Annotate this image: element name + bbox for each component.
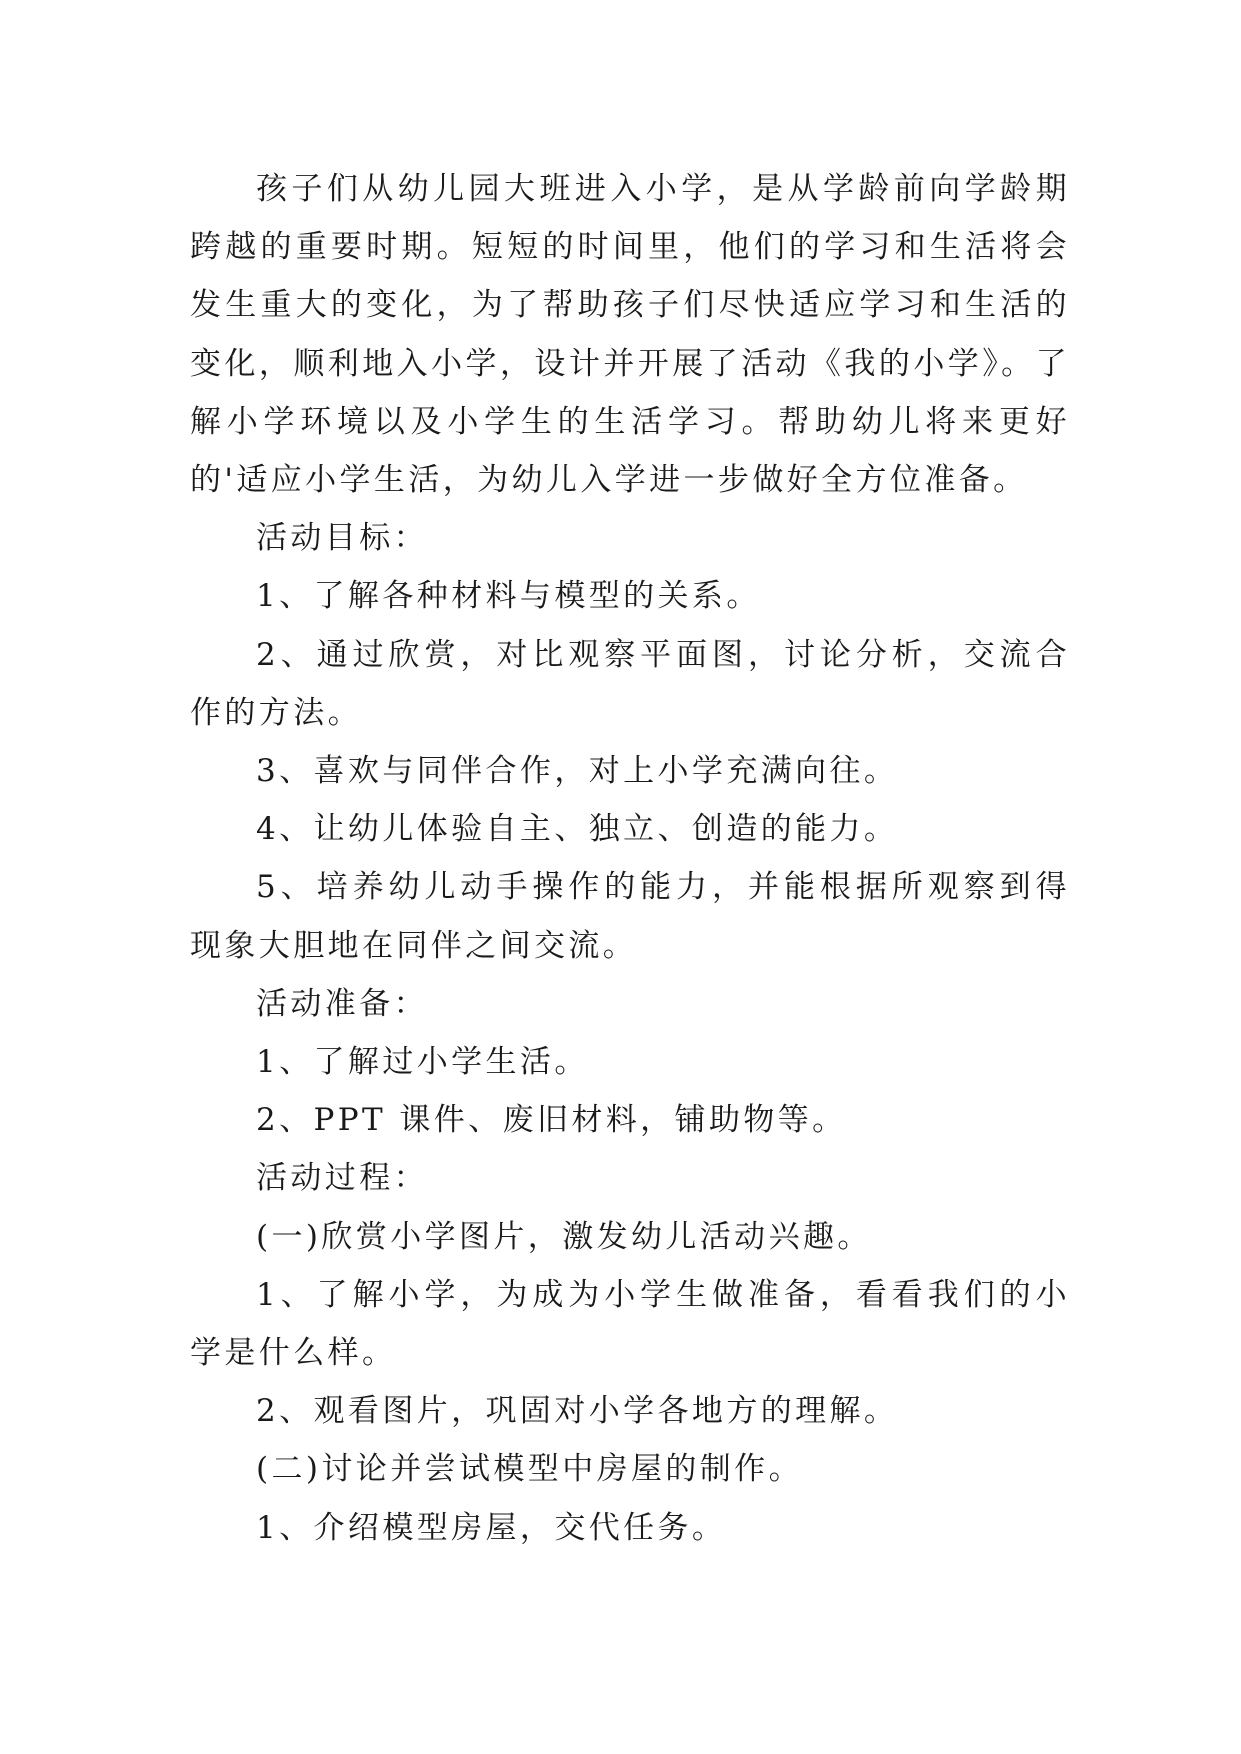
- section-heading-objectives: 活动目标：: [256, 520, 428, 557]
- objective-item: 4、让幼儿体验自主、独立、创造的能力。: [256, 811, 899, 848]
- preparation-item: 2、PPT 课件、废旧材料，铺助物等。: [256, 1102, 847, 1139]
- section-heading-preparation: 活动准备：: [256, 985, 428, 1022]
- document-body: [190, 160, 1070, 1557]
- process-item: 2、观看图片，巩固对小学各地方的理解。: [256, 1393, 899, 1430]
- intro-paragraph: 孩子们从幼儿园大班进入小学，是从学龄前向学龄期跨越的重要时期。短短的时间里，他们的学习和生活将会发生重大的变化，为了帮助孩子们尽快适应学习和生活的变化，顺利地入小学，设计并开展了活动《我的小学》。了解小学环境以及小学生的生活学习。帮助幼儿将来更好的'适应小学生活，为幼儿入学进一步做好全方位准备。: [190, 171, 1070, 499]
- process-subheading: (一)欣赏小学图片，激发幼儿活动兴趣。: [256, 1218, 872, 1255]
- preparation-item: 1、了解过小学生活。: [256, 1044, 589, 1081]
- section-heading-process: 活动过程：: [256, 1160, 428, 1197]
- objective-item: 5、培养幼儿动手操作的能力，并能根据所观察到得现象大胆地在同伴之间交流。: [190, 869, 1070, 964]
- process-item: 1、了解小学，为成为小学生做准备，看看我们的小学是什么样。: [190, 1276, 1070, 1372]
- process-subheading: (二)讨论并尝试模型中房屋的制作。: [256, 1451, 803, 1488]
- objective-item: 3、喜欢与同伴合作，对上小学充满向往。: [256, 753, 899, 790]
- objective-item: 2、通过欣赏，对比观察平面图，讨论分析，交流合作的方法。: [190, 636, 1070, 731]
- process-item: 1、介绍模型房屋，交代任务。: [256, 1509, 727, 1546]
- objective-item: 1、了解各种材料与模型的关系。: [256, 578, 761, 615]
